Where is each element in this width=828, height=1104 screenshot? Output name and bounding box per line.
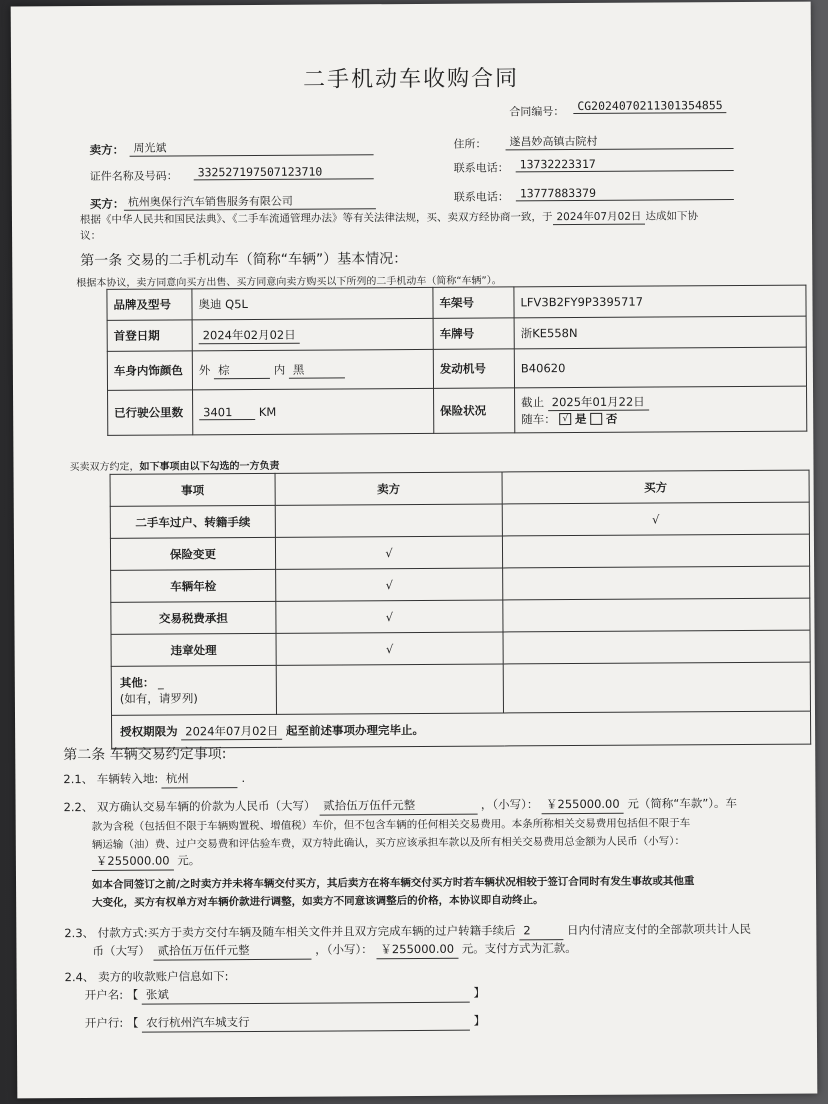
insurance-until-prefix: 截止 bbox=[521, 394, 545, 409]
adjustment-clause-line1: 如本合同签订之前/之时卖方并未将车辆交付买方，其后卖方在将车辆交付买方时若车辆状况相较于签订合同时有发生事故或其他重 bbox=[92, 875, 695, 891]
id-label: 证件名称及号码： bbox=[89, 169, 178, 183]
table-row bbox=[111, 630, 810, 666]
row-buyer-check bbox=[503, 598, 810, 632]
account-holder-label: 开户名: bbox=[84, 987, 124, 1003]
vin-label: 车架号 bbox=[433, 287, 514, 318]
section-2-3-number: 2.3、 bbox=[64, 925, 95, 941]
reg-date-label: 首登日期 bbox=[107, 320, 192, 352]
row-seller-check: √ bbox=[276, 632, 503, 665]
seller-label: 卖方： bbox=[89, 142, 125, 157]
table-row bbox=[108, 386, 807, 435]
total-amount-unit: 元。 bbox=[177, 853, 201, 868]
col-buyer-header: 买方 bbox=[502, 470, 809, 504]
authorization-date: 2024年07月02日 bbox=[181, 722, 282, 740]
responsibility-table bbox=[110, 470, 812, 749]
transfer-city: 杭州 bbox=[162, 769, 238, 788]
account-holder-close-bracket: 】 bbox=[473, 985, 486, 1000]
other-cell bbox=[111, 665, 276, 715]
intro-paragraph bbox=[80, 208, 698, 228]
table-row bbox=[107, 347, 806, 390]
account-holder-open-bracket: 【 bbox=[126, 987, 139, 1002]
table-row bbox=[107, 316, 806, 351]
table-row bbox=[110, 502, 809, 538]
other-hint: (如有，请罗列) bbox=[119, 691, 198, 706]
row-item: 保险变更 bbox=[110, 537, 275, 570]
table-row bbox=[107, 285, 806, 320]
section-2-2-text-a: 双方确认交易车辆的价款为人民币（大写） bbox=[96, 798, 316, 814]
color-in-value: 黑 bbox=[289, 361, 345, 378]
row-seller-check: √ bbox=[276, 600, 503, 633]
other-value: _ bbox=[157, 675, 164, 690]
row-item: 车辆年检 bbox=[111, 569, 276, 602]
section-2-2-line2: 款为含税（包括但不限于车辆购置税、增值税）车价，但不包含车辆的任何相关交易费用。本条所称相关交易费用包括但不限于车 bbox=[91, 817, 691, 833]
payment-uppercase: 贰拾伍万伍仟元整 bbox=[154, 941, 312, 961]
bank-close-bracket: 】 bbox=[473, 1013, 486, 1028]
responsibility-intro-a: 买卖双方约定， bbox=[69, 461, 140, 474]
engine-value: B40620 bbox=[514, 347, 806, 388]
color-out-value: 棕 bbox=[214, 361, 270, 378]
section-2-3-text-d: ，（小写）： bbox=[315, 942, 373, 957]
section-2-4-label: 卖方的收款账户信息如下: bbox=[98, 969, 229, 984]
section-2-3-text-e: 元。支付方式为汇款。 bbox=[461, 941, 577, 956]
vehicle-info-table bbox=[106, 285, 807, 436]
row-buyer-check bbox=[503, 566, 810, 600]
intro-text-b: 达成如下协 bbox=[645, 210, 698, 223]
row-seller-check bbox=[275, 504, 502, 537]
section-2-2-line4 bbox=[92, 851, 200, 871]
insurance-no-checkbox bbox=[590, 413, 602, 425]
section-2-4-number: 2.4、 bbox=[64, 969, 95, 985]
seller-phone-label: 联系电话： bbox=[453, 161, 509, 175]
contract-page bbox=[11, 2, 818, 1099]
mileage-cell bbox=[193, 388, 434, 434]
other-seller-cell bbox=[276, 664, 503, 714]
plate-label: 车牌号 bbox=[433, 318, 514, 349]
table-row bbox=[111, 566, 810, 602]
mileage-unit: KM bbox=[258, 404, 277, 419]
row-buyer-check bbox=[503, 630, 810, 664]
authorization-label: 授权期限为 bbox=[120, 723, 178, 739]
address-label: 住所： bbox=[453, 137, 487, 151]
document-title: 二手机动车收购合同 bbox=[303, 66, 520, 93]
payment-number: ￥255000.00 bbox=[376, 940, 458, 959]
seller-name: 周光斌 bbox=[129, 138, 373, 156]
bank-label: 开户行: bbox=[84, 1015, 124, 1031]
insurance-yes-checkbox: √ bbox=[559, 413, 571, 425]
vin-value: LFV3B2FY9P3395717 bbox=[514, 285, 806, 318]
col-seller-header: 卖方 bbox=[275, 472, 502, 505]
responsibility-intro bbox=[69, 457, 279, 473]
row-seller-check: √ bbox=[276, 568, 503, 601]
mileage-label: 已行驶公里数 bbox=[108, 390, 193, 436]
brand-label: 品牌及型号 bbox=[107, 289, 192, 321]
buyer-phone: 13777883379 bbox=[516, 185, 734, 201]
contract-number: CG2024070211301354855 bbox=[573, 98, 726, 114]
insurance-with-car-label: 随车： bbox=[521, 411, 556, 426]
seller-id-number: 332527197507123710 bbox=[194, 164, 374, 180]
other-buyer-cell bbox=[503, 662, 810, 713]
row-buyer-check bbox=[502, 534, 809, 568]
reg-date-value: 2024年02月02日 bbox=[199, 326, 300, 344]
section-2-2-line3: 辆运输（油）费、过户交易费和评估验车费，双方特此确认，买方应该承担车款以及所有相关交易费用总金额为人民币（小写）： bbox=[91, 835, 686, 851]
color-out-prefix: 外 bbox=[198, 362, 211, 377]
bank-value: 农行杭州汽车城支行 bbox=[142, 1012, 470, 1033]
article-1-heading: 第一条 交易的二手机动车（简称“车辆”）基本情况： bbox=[80, 251, 408, 270]
insurance-cell bbox=[515, 386, 807, 433]
section-2-3-text-a: 付款方式:买方于卖方交付车辆及随车相关文件并且双方完成车辆的过户转籍手续后 bbox=[97, 923, 516, 940]
row-item: 二手车过户、转籍手续 bbox=[110, 505, 275, 538]
color-label: 车身内饰颜色 bbox=[107, 351, 192, 391]
bank-open-bracket: 【 bbox=[126, 1015, 139, 1030]
row-item: 违章处理 bbox=[111, 633, 276, 666]
seller-phone: 13732223317 bbox=[516, 156, 734, 172]
buyer-label: 买方： bbox=[89, 196, 125, 211]
table-row bbox=[111, 662, 810, 715]
other-label: 其他： bbox=[119, 675, 155, 690]
section-2-1: 2.1、 车辆转入地: 杭州 . bbox=[63, 769, 245, 789]
insurance-yes-label: 是 bbox=[574, 411, 587, 426]
section-2-3-text-b: 日内付清应支付的全部款项共计人民 bbox=[566, 921, 752, 938]
section-2-2-text-c: 元（简称“车款”）。车 bbox=[627, 796, 738, 811]
mileage-value: 3401 bbox=[199, 404, 255, 419]
col-item-header: 事项 bbox=[110, 473, 275, 506]
color-in-prefix: 内 bbox=[273, 362, 286, 377]
payment-days: 2 bbox=[519, 921, 563, 940]
contract-number-label: 合同编号： bbox=[509, 105, 565, 119]
table-row bbox=[110, 534, 809, 570]
section-2-2-text-b: ，（小写）： bbox=[480, 797, 539, 812]
adjustment-clause-line2: 大变化，买方有权单方对车辆价款进行调整，如卖方不同意该调整后的价格，本协议即自动终止。 bbox=[92, 894, 544, 909]
seller-address: 遂昌妙高镇古院村 bbox=[505, 132, 733, 150]
bank-line bbox=[85, 1012, 485, 1033]
insurance-label: 保险状况 bbox=[434, 388, 515, 433]
brand-value: 奥迪 Q5L bbox=[192, 287, 433, 319]
article-2-heading: 第二条 车辆交易约定事项: bbox=[63, 746, 227, 764]
intro-text-a: 根据《中华人民共和国民法典》、《二手车流通管理办法》等有关法律法规，买、卖双方经协商一致，于 bbox=[79, 211, 553, 227]
account-holder-line bbox=[85, 984, 485, 1005]
total-amount: ￥255000.00 bbox=[92, 851, 174, 870]
article-1-subtext: 根据本协议，卖方同意向买方出售、买方同意向卖方购买以下所列的二手机动车（简称“车辆”）。 bbox=[76, 275, 502, 290]
table-header-row bbox=[110, 470, 809, 506]
reg-date-cell bbox=[192, 318, 433, 350]
section-2-3-line2 bbox=[92, 939, 576, 961]
insurance-until-date: 2025年01月22日 bbox=[548, 393, 649, 411]
section-2-1-label: 车辆转入地: bbox=[96, 771, 159, 786]
authorization-tail: 起至前述事项办理完毕止。 bbox=[285, 722, 424, 738]
section-2-3-text-c: 币（大写） bbox=[92, 943, 150, 958]
table-row bbox=[111, 598, 810, 634]
row-buyer-check: √ bbox=[502, 502, 809, 536]
intro-text-c: 议： bbox=[80, 229, 102, 243]
price-number: ￥255000.00 bbox=[542, 795, 624, 814]
buyer-name: 杭州奥保行汽车销售服务有限公司 bbox=[124, 192, 376, 211]
row-seller-check: √ bbox=[275, 536, 502, 569]
buyer-phone-label: 联系电话： bbox=[453, 190, 509, 204]
account-holder-value: 张斌 bbox=[142, 984, 470, 1005]
color-cell bbox=[192, 349, 433, 389]
engine-label: 发动机号 bbox=[433, 349, 514, 388]
intro-date: 2024年07月02日 bbox=[552, 209, 645, 226]
plate-value: 浙KE558N bbox=[514, 316, 806, 349]
section-2-1-number: 2.1、 bbox=[63, 771, 94, 787]
responsibility-intro-b: 如下事项由以下勾选的一方负责 bbox=[139, 460, 280, 473]
price-uppercase: 贰拾伍万伍仟元整 bbox=[319, 796, 477, 816]
insurance-no-label: 否 bbox=[605, 411, 618, 426]
section-2-2-number: 2.2、 bbox=[63, 799, 94, 815]
row-item: 交易税费承担 bbox=[111, 601, 276, 634]
section-2-4 bbox=[65, 967, 229, 986]
